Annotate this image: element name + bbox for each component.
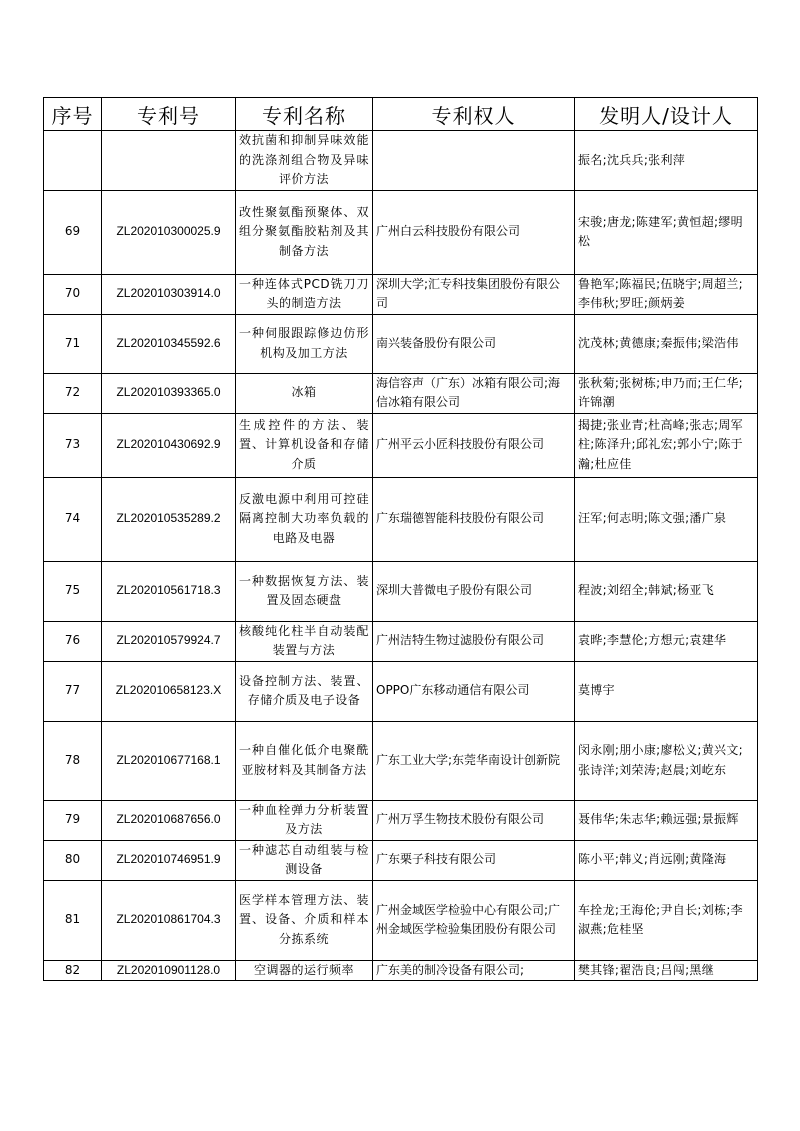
cell-seq: 69 xyxy=(44,190,102,274)
cell-inventors: 闵永刚;朋小康;廖松义;黄兴文;张诗洋;刘荣涛;赵晨;刘屹东 xyxy=(575,721,758,800)
cell-owner: 广东瑞德智能科技股份有限公司 xyxy=(373,477,575,561)
table-row-continued xyxy=(44,131,758,191)
cell-patent-no: ZL202010561718.3 xyxy=(102,561,236,621)
cell-inventors: 汪军;何志明;陈文强;潘广泉 xyxy=(575,477,758,561)
table-row xyxy=(44,314,758,373)
table-row xyxy=(44,190,758,274)
cell-seq: 73 xyxy=(44,413,102,477)
table-row xyxy=(44,800,758,840)
cell-inventors: 沈茂林;黄德康;秦振伟;梁浩伟 xyxy=(575,314,758,373)
table-header xyxy=(44,98,758,131)
cell-seq: 79 xyxy=(44,800,102,840)
cell-seq xyxy=(44,131,102,191)
cell-owner: 广州白云科技股份有限公司 xyxy=(373,190,575,274)
cell-seq: 81 xyxy=(44,880,102,960)
cell-patent-no: ZL202010300025.9 xyxy=(102,190,236,274)
cell-owner: 广州金域医学检验中心有限公司;广州金域医学检验集团股份有限公司 xyxy=(373,880,575,960)
cell-inventors: 揭捷;张业青;杜高峰;张志;周军柱;陈泽升;邱礼宏;郭小宁;陈于瀚;杜应佳 xyxy=(575,413,758,477)
cell-patent-no: ZL202010861704.3 xyxy=(102,880,236,960)
cell-inventors: 车拴龙;王海伦;尹自长;刘栋;李淑燕;危桂坚 xyxy=(575,880,758,960)
table-row xyxy=(44,840,758,880)
cell-patent-name: 核酸纯化柱半自动装配装置与方法 xyxy=(236,621,373,661)
cell-inventors: 振名;沈兵兵;张利萍 xyxy=(575,131,758,191)
table-row xyxy=(44,413,758,477)
cell-seq: 72 xyxy=(44,373,102,413)
cell-owner: 广东工业大学;东莞华南设计创新院 xyxy=(373,721,575,800)
cell-seq: 78 xyxy=(44,721,102,800)
cell-patent-name: 一种血栓弹力分析装置及方法 xyxy=(236,800,373,840)
cell-inventors: 聂伟华;朱志华;赖远强;景振辉 xyxy=(575,800,758,840)
cell-patent-name: 一种数据恢复方法、装置及固态硬盘 xyxy=(236,561,373,621)
cell-owner xyxy=(373,131,575,191)
cell-owner: 广东美的制冷设备有限公司; xyxy=(373,960,575,981)
header-seq: 序号 xyxy=(44,98,102,131)
cell-patent-no: ZL202010303914.0 xyxy=(102,274,236,314)
table-row xyxy=(44,373,758,413)
table-row xyxy=(44,880,758,960)
cell-seq: 77 xyxy=(44,661,102,721)
cell-owner: 南兴装备股份有限公司 xyxy=(373,314,575,373)
cell-owner: 海信容声（广东）冰箱有限公司;海信冰箱有限公司 xyxy=(373,373,575,413)
table-row xyxy=(44,621,758,661)
cell-owner: OPPO广东移动通信有限公司 xyxy=(373,661,575,721)
cell-owner: 广州平云小匠科技股份有限公司 xyxy=(373,413,575,477)
cell-patent-name: 设备控制方法、装置、存储介质及电子设备 xyxy=(236,661,373,721)
table-body xyxy=(44,131,758,981)
cell-patent-name: 生成控件的方法、装置、计算机设备和存储介质 xyxy=(236,413,373,477)
cell-patent-no: ZL202010746951.9 xyxy=(102,840,236,880)
table-row xyxy=(44,561,758,621)
cell-patent-no xyxy=(102,131,236,191)
cell-patent-name: 一种滤芯自动组装与检测设备 xyxy=(236,840,373,880)
cell-inventors: 宋骏;唐龙;陈建军;黄恒超;缪明松 xyxy=(575,190,758,274)
cell-inventors: 袁晔;李慧伦;方想元;袁建华 xyxy=(575,621,758,661)
cell-owner: 广州万孚生物技术股份有限公司 xyxy=(373,800,575,840)
cell-seq: 70 xyxy=(44,274,102,314)
cell-patent-name: 医学样本管理方法、装置、设备、介质和样本分拣系统 xyxy=(236,880,373,960)
cell-patent-no: ZL202010579924.7 xyxy=(102,621,236,661)
cell-seq: 75 xyxy=(44,561,102,621)
cell-seq: 74 xyxy=(44,477,102,561)
table-row xyxy=(44,960,758,981)
header-patent-no: 专利号 xyxy=(102,98,236,131)
cell-patent-name: 一种伺服跟踪修边仿形机构及加工方法 xyxy=(236,314,373,373)
cell-inventors: 程波;刘绍全;韩斌;杨亚飞 xyxy=(575,561,758,621)
cell-inventors: 莫博宇 xyxy=(575,661,758,721)
cell-inventors: 鲁艳军;陈福民;伍晓宇;周超兰;李伟秋;罗旺;颜炳姜 xyxy=(575,274,758,314)
cell-owner: 深圳大学;汇专科技集团股份有限公司 xyxy=(373,274,575,314)
cell-patent-no: ZL202010535289.2 xyxy=(102,477,236,561)
patent-table xyxy=(43,97,758,981)
table-row xyxy=(44,661,758,721)
cell-patent-name: 冰箱 xyxy=(236,373,373,413)
header-patent-name: 专利名称 xyxy=(236,98,373,131)
cell-owner: 广州洁特生物过滤股份有限公司 xyxy=(373,621,575,661)
cell-seq: 80 xyxy=(44,840,102,880)
cell-inventors: 樊其锋;翟浩良;吕闯;黑继 xyxy=(575,960,758,981)
cell-patent-name: 效抗菌和抑制异味效能的洗涤剂组合物及异味评价方法 xyxy=(236,131,373,191)
cell-inventors: 张秋菊;张树栋;申乃而;王仁华;许锦潮 xyxy=(575,373,758,413)
cell-patent-no: ZL202010901128.0 xyxy=(102,960,236,981)
cell-patent-no: ZL202010677168.1 xyxy=(102,721,236,800)
table-row xyxy=(44,721,758,800)
table-row xyxy=(44,274,758,314)
cell-patent-no: ZL202010658123.X xyxy=(102,661,236,721)
cell-patent-no: ZL202010345592.6 xyxy=(102,314,236,373)
header-owner: 专利权人 xyxy=(373,98,575,131)
cell-owner: 广东栗子科技有限公司 xyxy=(373,840,575,880)
cell-owner: 深圳大普微电子股份有限公司 xyxy=(373,561,575,621)
table-row xyxy=(44,477,758,561)
cell-patent-no: ZL202010430692.9 xyxy=(102,413,236,477)
header-row xyxy=(44,98,758,131)
cell-seq: 71 xyxy=(44,314,102,373)
cell-patent-name: 一种自催化低介电聚酰亚胺材料及其制备方法 xyxy=(236,721,373,800)
cell-patent-no: ZL202010687656.0 xyxy=(102,800,236,840)
cell-patent-name: 反激电源中利用可控硅隔离控制大功率负载的电路及电器 xyxy=(236,477,373,561)
cell-patent-no: ZL202010393365.0 xyxy=(102,373,236,413)
cell-patent-name: 空调器的运行频率 xyxy=(236,960,373,981)
cell-inventors: 陈小平;韩义;肖远刚;黄隆海 xyxy=(575,840,758,880)
cell-seq: 82 xyxy=(44,960,102,981)
cell-patent-name: 改性聚氨酯预聚体、双组分聚氨酯胶粘剂及其制备方法 xyxy=(236,190,373,274)
cell-seq: 76 xyxy=(44,621,102,661)
cell-patent-name: 一种连体式PCD铣刀刀头的制造方法 xyxy=(236,274,373,314)
header-inventors: 发明人/设计人 xyxy=(575,98,758,131)
